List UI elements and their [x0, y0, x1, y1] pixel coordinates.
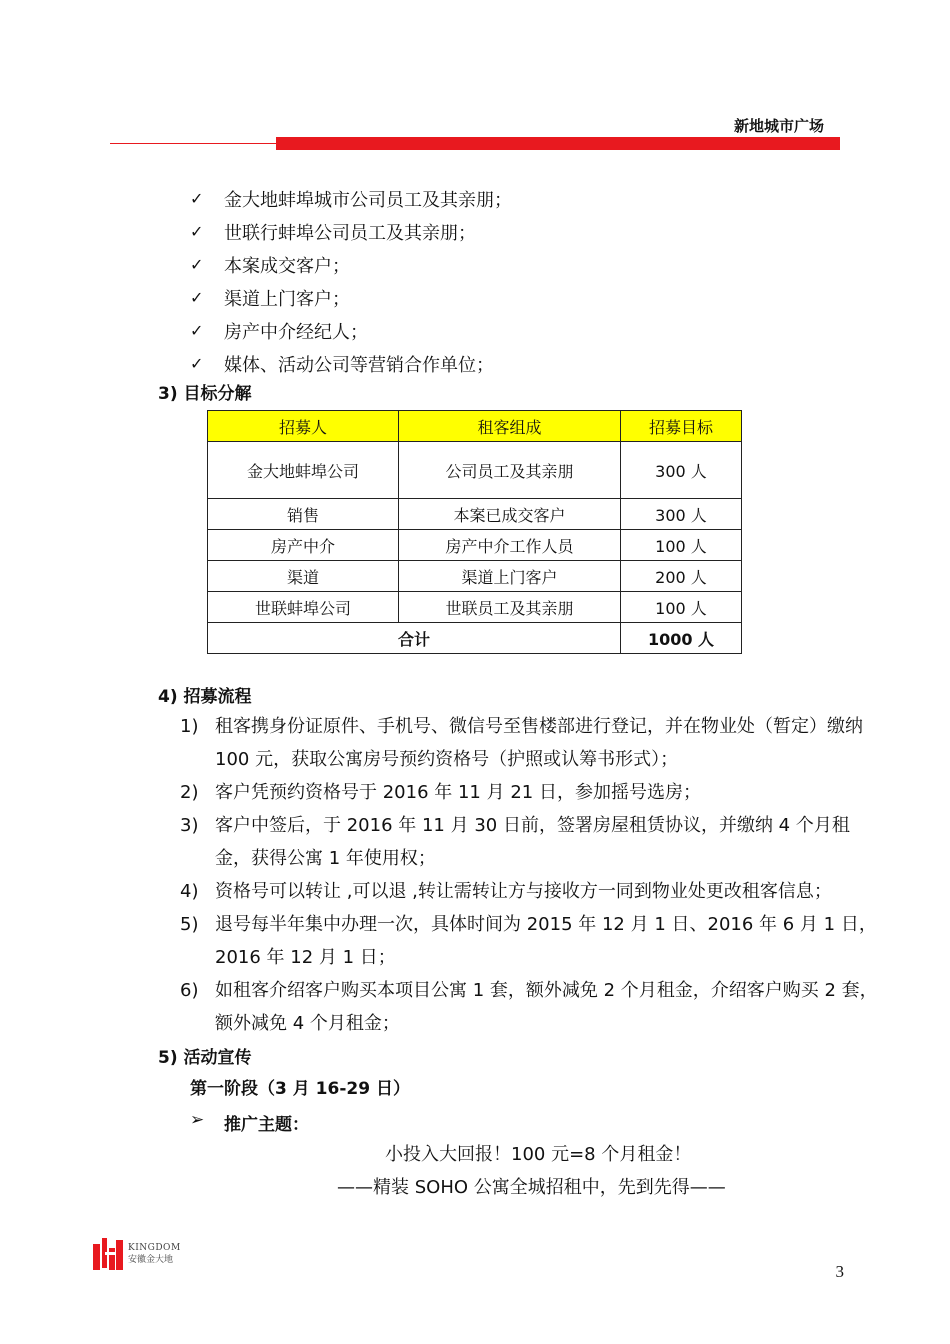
list-item: ✓ 本案成交客户； [190, 255, 350, 277]
recruit-source-list [190, 182, 512, 380]
step-text: 资格号可以转让 ,可以退 ,转让需转让方与接收方一同到物业处更改租客信息； [215, 881, 832, 902]
table-cell: 200 人 [621, 561, 742, 592]
section-heading-goal: 3) 目标分解 [158, 384, 252, 404]
table-cell: 本案已成交客户 [399, 499, 621, 530]
logo-text-cn: 安徽金大地 [128, 1255, 174, 1265]
section-heading-promotion: 5) 活动宣传 [158, 1048, 252, 1068]
step-number: 6) [180, 980, 199, 1001]
list-item: ✓ 渠道上门客户； [190, 288, 350, 310]
goal-table [207, 410, 742, 654]
table-total-row [208, 623, 742, 654]
table-cell: 销售 [208, 499, 399, 530]
step-text: 客户中签后，于 2016 年 11 月 30 日前，签署房屋租赁协议，并缴纳 4 个月租金，获得公寓 1 年使用权； [215, 815, 850, 869]
step-text: 租客携身份证原件、手机号、微信号至售楼部进行登记，并在物业处（暂定）缴纳 100 元，获取公寓房号预约资格号（护照或认筹书形式）； [215, 716, 863, 770]
step-text: 客户凭预约资格号于 2016 年 11 月 21 日，参加摇号选房； [215, 782, 701, 803]
process-steps [180, 710, 880, 1040]
table-row [208, 499, 742, 530]
company-logo [93, 1236, 181, 1272]
table-cell: 房产中介工作人员 [399, 530, 621, 561]
list-item [180, 809, 880, 875]
header-rule-thin [110, 143, 280, 144]
step-number: 3) [180, 815, 199, 836]
step-text: 如租客介绍客户购买本项目公寓 1 套，额外减免 2 个月租金，介绍客户购买 2 套， 额外减免 4 个月租金； [215, 980, 878, 1034]
table-cell: 世联蚌埠公司 [208, 592, 399, 623]
phase-title: 第一阶段（3 月 16-29 日） [190, 1079, 410, 1099]
slogan-sub: ——精装 SOHO 公寓全城招租中，先到先得—— [337, 1177, 726, 1198]
step-number: 5) [180, 914, 199, 935]
list-item [180, 974, 880, 1040]
kingdom-logo-icon [93, 1236, 123, 1272]
list-item: ✓ 世联行蚌埠公司员工及其亲朋； [190, 222, 476, 244]
list-item [180, 908, 880, 974]
arrow-bullet-icon: ➢ [190, 1110, 205, 1130]
header-title: 新地城市广场 [733, 117, 824, 135]
list-item [180, 875, 880, 908]
slogan-main: 小投入大回报！100 元=8 个月租金！ [385, 1144, 692, 1165]
table-cell: 公司员工及其亲朋 [399, 442, 621, 499]
checkmark-icon: ✓ [190, 288, 204, 307]
checkmark-icon: ✓ [190, 189, 204, 208]
list-item [180, 710, 880, 776]
header-rule-thick [276, 137, 840, 150]
list-item [180, 776, 880, 809]
column-header: 招募人 [208, 411, 399, 442]
table-cell: 300 人 [621, 442, 742, 499]
logo-text-en: KINGDOM [128, 1243, 181, 1253]
table-cell: 渠道 [208, 561, 399, 592]
checkmark-icon: ✓ [190, 222, 204, 241]
list-item: ✓ 金大地蚌埠城市公司员工及其亲朋； [190, 189, 512, 211]
column-header: 租客组成 [399, 411, 621, 442]
table-cell: 100 人 [621, 592, 742, 623]
column-header: 招募目标 [621, 411, 742, 442]
step-number: 2) [180, 782, 199, 803]
table-row [208, 561, 742, 592]
checkmark-icon: ✓ [190, 255, 204, 274]
list-item: ✓ 媒体、活动公司等营销合作单位； [190, 354, 494, 376]
total-label: 合计 [208, 623, 621, 654]
table-cell: 渠道上门客户 [399, 561, 621, 592]
table-cell: 300 人 [621, 499, 742, 530]
step-number: 4) [180, 881, 199, 902]
page-number: 3 [835, 1262, 844, 1281]
table-cell: 100 人 [621, 530, 742, 561]
checkmark-icon: ✓ [190, 354, 204, 373]
table-header-row [208, 411, 742, 442]
promo-theme-label: 推广主题： [224, 1115, 309, 1135]
table-cell: 房产中介 [208, 530, 399, 561]
table-row [208, 530, 742, 561]
step-text: 退号每半年集中办理一次，具体时间为 2015 年 12 月 1 日、2016 年 6 月 1 日，2016 年 12 月 1 日； [215, 914, 877, 968]
list-item: ✓ 房产中介经纪人； [190, 321, 368, 343]
table-row [208, 592, 742, 623]
promo-theme [190, 1110, 309, 1135]
step-number: 1) [180, 716, 199, 737]
section-heading-process: 4) 招募流程 [158, 687, 252, 707]
checkmark-icon: ✓ [190, 321, 204, 340]
table-row [208, 442, 742, 499]
table-cell: 世联员工及其亲朋 [399, 592, 621, 623]
table-cell: 金大地蚌埠公司 [208, 442, 399, 499]
total-value: 1000 人 [621, 623, 742, 654]
